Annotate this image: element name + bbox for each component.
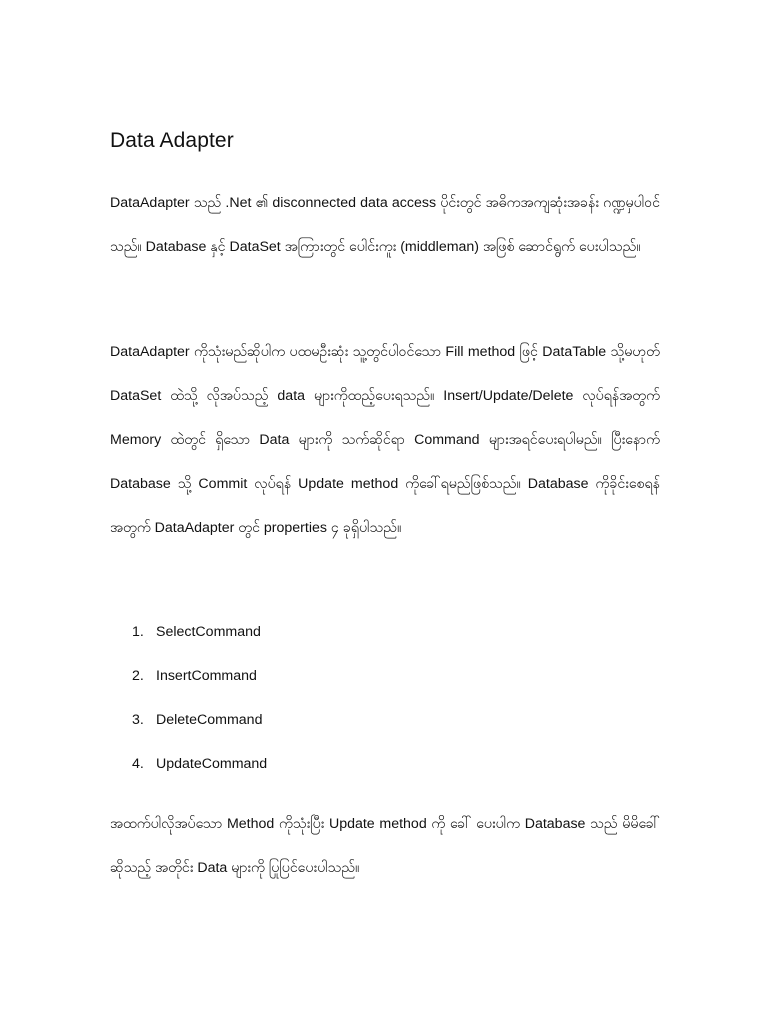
list-item-number: 4. xyxy=(132,756,144,772)
list-item-text: SelectCommand xyxy=(156,624,261,640)
document-title: Data Adapter xyxy=(110,129,234,152)
list-item xyxy=(132,610,267,654)
list-item xyxy=(132,742,267,786)
paragraph-intro: DataAdapter သည် .Net ၏ disconnected data access ပိုင်းတွင် အဓိကအကျဆုံးအခန်း ဂဏ္ဍမှပါဝင်သည်။ Database နှင့် DataSet အကြားတွင် ပေါင်းကူး (middleman) အဖြစ် ဆောင်ရွက် ပေးပါသည်။ xyxy=(110,195,660,255)
paragraph-conclusion: အထက်ပါလိုအပ်သော Method ကိုသုံးပြီး Update method ကို ခေါ် ပေးပါက Database သည် မိမိခေါ်ဆိုသည့် အတိုင်း Data များကို ပြုပြင်ပေးပါသည်။ xyxy=(110,816,660,876)
list-item-text: DeleteCommand xyxy=(156,712,263,728)
paragraph-usage: DataAdapter ကိုသုံးမည်ဆိုပါက ပထမဦးဆုံး သူ့တွင်ပါဝင်သော Fill method ဖြင့် DataTable သို့မဟုတ် DataSet ထဲသို့ လိုအပ်သည့် data များကိုထည့်ပေးရသည်။ Insert/Update/Delete လုပ်ရန်အတွက် Memory ထဲတွင် ရှိသော Data များကို သက်ဆိုင်ရာ Command များအရင်ပေးရပါမည်။ ပြီးနောက် Database သို့ Commit လုပ်ရန် Update method ကိုခေါ်ရမည်ဖြစ်သည်။ Database ကိုခိုင်းစေရန်အတွက် DataAdapter တွင် properties ၄ ခုရှိပါသည်။ xyxy=(110,344,660,536)
list-item xyxy=(132,654,267,698)
list-item xyxy=(132,698,267,742)
list-item-number: 3. xyxy=(132,712,144,728)
list-item-text: UpdateCommand xyxy=(156,756,268,772)
properties-list xyxy=(132,610,267,786)
list-item-number: 1. xyxy=(132,624,144,640)
list-item-text: InsertCommand xyxy=(156,668,257,684)
list-item-number: 2. xyxy=(132,668,144,684)
